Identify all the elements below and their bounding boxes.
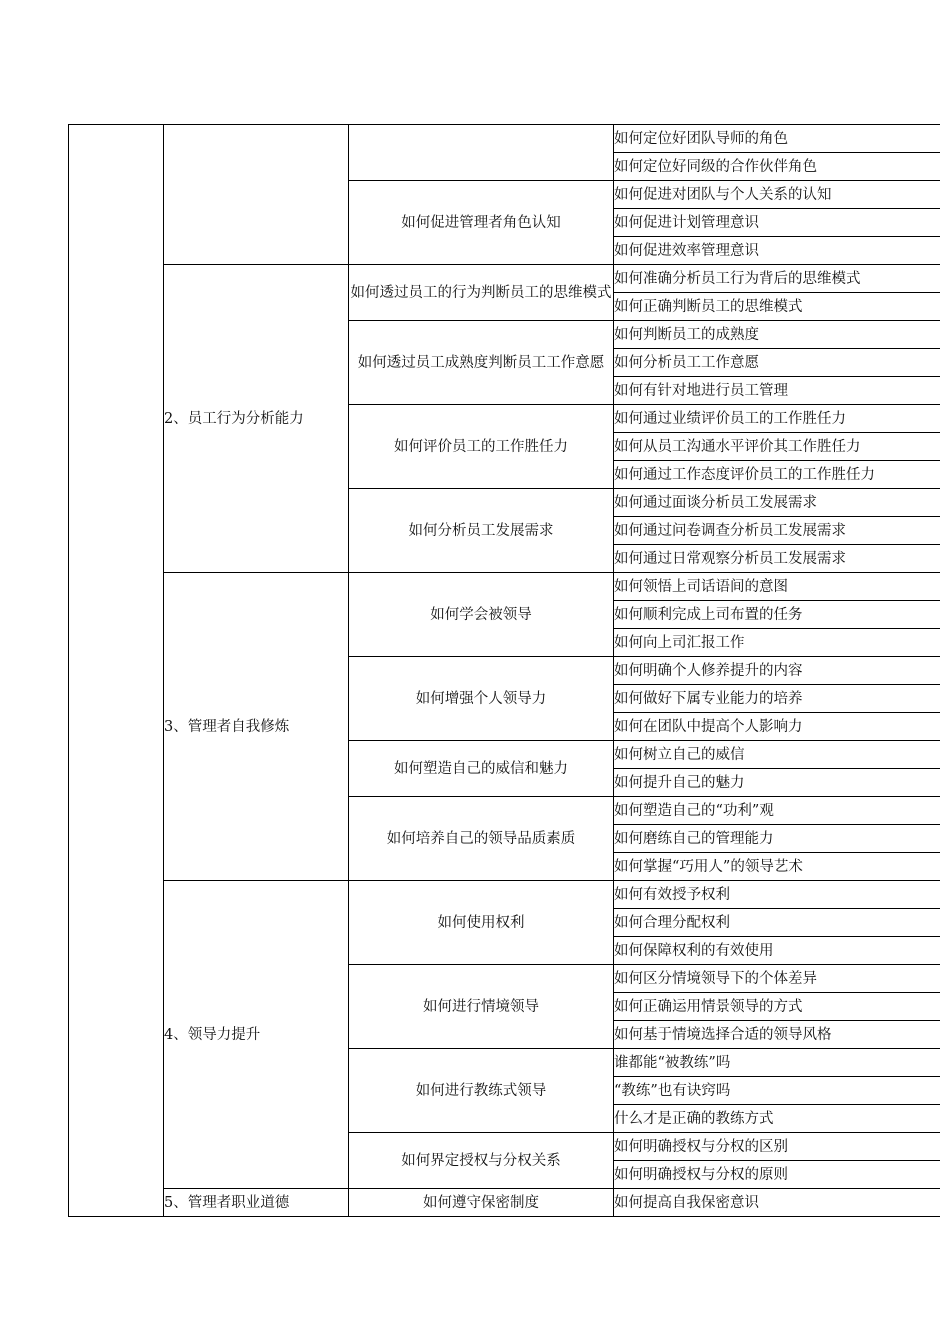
point-cell: “教练”也有诀窍吗	[614, 1077, 941, 1105]
point-cell: 如何定位好同级的合作伙伴角色	[614, 153, 941, 181]
point-cell: 如何向上司汇报工作	[614, 629, 941, 657]
point-cell: 如何有效授予权利	[614, 881, 941, 909]
point-cell: 如何通过问卷调查分析员工发展需求	[614, 517, 941, 545]
point-cell: 如何明确授权与分权的原则	[614, 1161, 941, 1189]
point-cell: 如何明确授权与分权的区别	[614, 1133, 941, 1161]
table-row	[69, 1189, 941, 1217]
table-row	[69, 573, 941, 601]
point-cell: 如何保障权利的有效使用	[614, 937, 941, 965]
module-cell	[164, 125, 349, 265]
point-cell: 如何通过工作态度评价员工的工作胜任力	[614, 461, 941, 489]
point-cell: 如何分析员工工作意愿	[614, 349, 941, 377]
course-outline-table	[68, 124, 940, 1217]
module-cell: 2、员工行为分析能力	[164, 265, 349, 573]
point-cell: 如何领悟上司话语间的意图	[614, 573, 941, 601]
point-cell: 如何提升自己的魅力	[614, 769, 941, 797]
topic-cell: 如何学会被领导	[349, 573, 614, 657]
topic-cell: 如何分析员工发展需求	[349, 489, 614, 573]
topic-cell: 如何界定授权与分权关系	[349, 1133, 614, 1189]
point-cell: 如何顺利完成上司布置的任务	[614, 601, 941, 629]
point-cell: 如何塑造自己的“功利”观	[614, 797, 941, 825]
point-cell: 如何正确判断员工的思维模式	[614, 293, 941, 321]
point-cell: 如何树立自己的威信	[614, 741, 941, 769]
point-cell: 如何通过日常观察分析员工发展需求	[614, 545, 941, 573]
topic-cell: 如何进行教练式领导	[349, 1049, 614, 1133]
topic-cell: 如何促进管理者角色认知	[349, 181, 614, 265]
table-row	[69, 881, 941, 909]
point-cell: 如何促进计划管理意识	[614, 209, 941, 237]
point-cell: 如何促进对团队与个人关系的认知	[614, 181, 941, 209]
topic-cell: 如何透过员工成熟度判断员工工作意愿	[349, 321, 614, 405]
point-cell: 如何从员工沟通水平评价其工作胜任力	[614, 433, 941, 461]
point-cell: 如何促进效率管理意识	[614, 237, 941, 265]
course-outline-body	[69, 125, 941, 1217]
topic-cell: 如何增强个人领导力	[349, 657, 614, 741]
topic-cell: 如何评价员工的工作胜任力	[349, 405, 614, 489]
point-cell: 如何掌握“巧用人”的领导艺术	[614, 853, 941, 881]
point-cell: 如何做好下属专业能力的培养	[614, 685, 941, 713]
point-cell: 如何正确运用情景领导的方式	[614, 993, 941, 1021]
point-cell: 如何判断员工的成熟度	[614, 321, 941, 349]
point-cell: 如何定位好团队导师的角色	[614, 125, 941, 153]
point-cell: 如何通过面谈分析员工发展需求	[614, 489, 941, 517]
point-cell: 如何准确分析员工行为背后的思维模式	[614, 265, 941, 293]
point-cell: 如何磨练自己的管理能力	[614, 825, 941, 853]
table-row	[69, 265, 941, 293]
topic-cell: 如何进行情境领导	[349, 965, 614, 1049]
topic-cell: 如何塑造自己的威信和魅力	[349, 741, 614, 797]
point-cell: 如何提高自我保密意识	[614, 1189, 941, 1217]
module-cell: 4、领导力提升	[164, 881, 349, 1189]
topic-cell: 如何培养自己的领导品质素质	[349, 797, 614, 881]
topic-cell: 如何遵守保密制度	[349, 1189, 614, 1217]
module-cell: 3、管理者自我修炼	[164, 573, 349, 881]
point-cell: 如何区分情境领导下的个体差异	[614, 965, 941, 993]
point-cell: 如何合理分配权利	[614, 909, 941, 937]
topic-cell: 如何透过员工的行为判断员工的思维模式	[349, 265, 614, 321]
point-cell: 如何基于情境选择合适的领导风格	[614, 1021, 941, 1049]
module-cell: 5、管理者职业道德	[164, 1189, 349, 1217]
category-cell	[69, 125, 164, 1217]
point-cell: 如何明确个人修养提升的内容	[614, 657, 941, 685]
point-cell: 什么才是正确的教练方式	[614, 1105, 941, 1133]
point-cell: 如何有针对地进行员工管理	[614, 377, 941, 405]
point-cell: 如何在团队中提高个人影响力	[614, 713, 941, 741]
point-cell: 谁都能“被教练”吗	[614, 1049, 941, 1077]
table-row	[69, 125, 941, 153]
point-cell: 如何通过业绩评价员工的工作胜任力	[614, 405, 941, 433]
topic-cell: 如何使用权利	[349, 881, 614, 965]
topic-cell	[349, 125, 614, 181]
